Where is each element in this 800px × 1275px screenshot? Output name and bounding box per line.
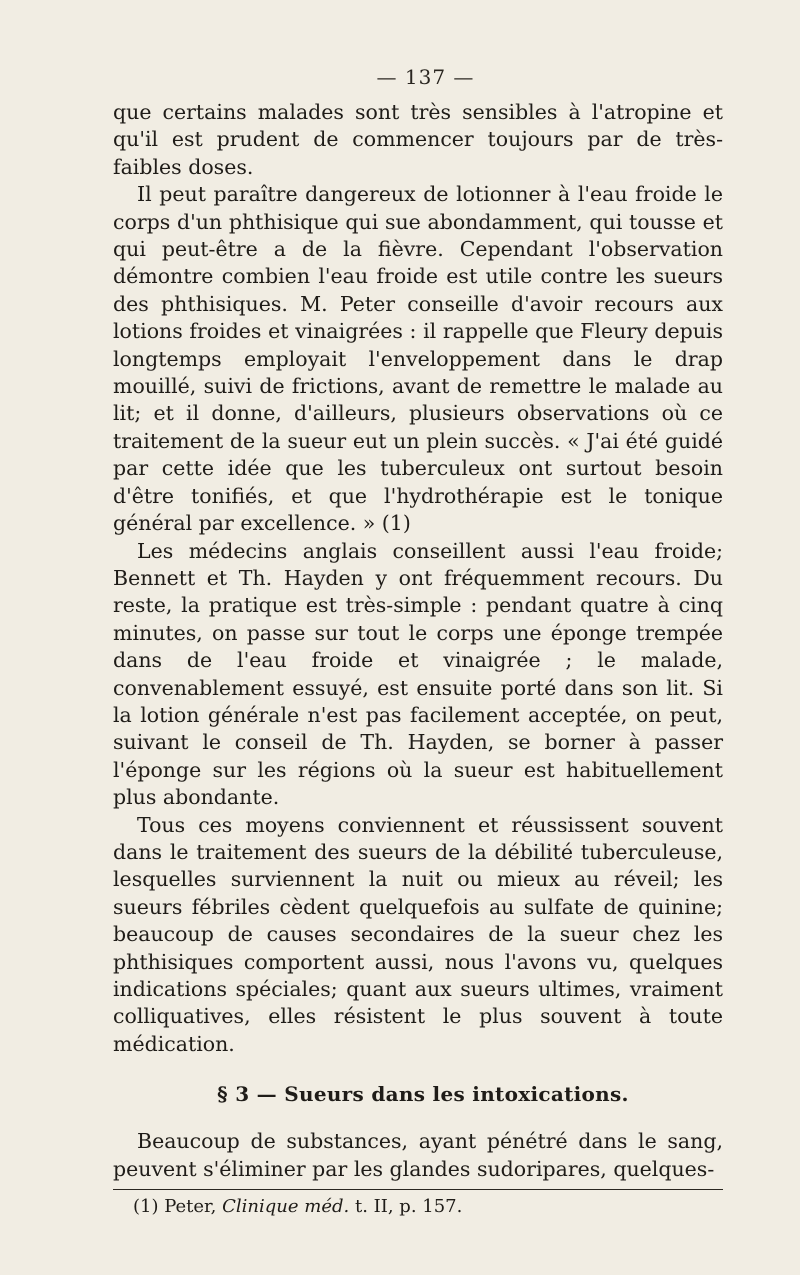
paragraph-intoxications: Beaucoup de substances, ayant pénétré dans le sang, peuvent s'éliminer par les glandes sudoripares, quelques-: [113, 1129, 723, 1181]
section-heading: § 3 — Sueurs dans les intoxications.: [217, 1082, 629, 1107]
page-number: — 137 —: [376, 65, 475, 89]
book-page: [113, 65, 723, 1217]
paragraph-continuation: que certains malades sont très sensibles à l'atropine et qu'il est prudent de commencer toujours par de très-faibles doses.: [113, 100, 723, 179]
footnote-work-title: Clinique méd.: [222, 1196, 350, 1218]
footnote-suffix: t. II, p. 157.: [349, 1196, 463, 1218]
footnote-divider: [113, 1189, 723, 1190]
footnote-prefix: (1) Peter,: [133, 1196, 223, 1218]
footnote: [113, 1196, 723, 1217]
paragraph-cold-water-lotions: Il peut paraître dangereux de lotionner à l'eau froide le corps d'un phthisique qui sue abondamment, qui tousse et qui peut-être a de la fièvre. Cependant l'observation démontre combien l'eau froide est utile contre les sueurs des phthisiques. M. Peter conseille d'avoir recours aux lotions froides et vinaigrées : il rappelle que Fleury depuis longtemps employait l'enveloppement dans le drap mouillé, suivi de frictions, avant de remettre le malade au lit; et il donne, d'ailleurs, plusieurs observations où ce traitement de la sueur eut un plein succès. « J'ai été guidé par cette idée que les tuberculeux ont surtout besoin d'être tonifiés, et que l'hydrothérapie est le tonique général par excellence. » (1): [113, 182, 723, 536]
paragraph-english-physicians: Les médecins anglais conseillent aussi l'eau froide; Bennett et Th. Hayden y ont fréquemment recours. Du reste, la pratique est très-simple : pendant quatre à cinq minutes, on passe sur tout le corps une éponge trempée dans de l'eau froide et vinaigrée ; le malade, convenablement essuyé, est ensuite porté dans son lit. Si la lotion générale n'est pas facilement acceptée, on peut, suivant le conseil de Th. Hayden, se borner à passer l'éponge sur les régions où la sueur est habituellement plus abondante.: [113, 538, 723, 810]
paragraph-treatment-summary: Tous ces moyens conviennent et réussissent souvent dans le traitement des sueurs de la débilité tuberculeuse, lesquelles surviennent la nuit ou mieux au réveil; les sueurs fébriles cèdent quelquefois au sulfate de quinine; beaucoup de causes secondaires de la sueur chez les phthisiques comportent aussi, nous l'avons vu, quelques indications spéciales; quant aux sueurs ultimes, vraiment colliquatives, elles résistent le plus souvent à toute médication.: [113, 812, 723, 1056]
